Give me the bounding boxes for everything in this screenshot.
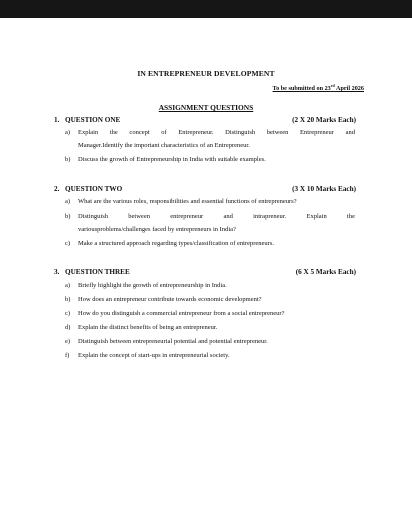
item-text: Discuss the growth of Entrepreneurship in India with suitable examples. [78, 156, 266, 163]
item-letter: b) [65, 213, 71, 220]
item-letter: b) [65, 156, 71, 163]
question-number: 2. [54, 185, 60, 193]
item-letter: c) [65, 240, 71, 247]
item-text: Distinguish between entrepreneurial potential and potential entrepreneur. [78, 338, 268, 345]
item-text: Explain the distinct benefits of being an entrepreneur. [78, 324, 218, 331]
submission-deadline-suffix: April 2026 [334, 85, 364, 92]
item-text-line-2: variousproblems/challenges faced by entrepreneurs in India? [78, 225, 236, 233]
item-letter: b) [65, 296, 71, 303]
question-two-item-b [65, 211, 355, 236]
question-title: QUESTION THREE [65, 268, 130, 276]
item-letter: e) [65, 338, 71, 345]
item-text-line-2: Manager.Identify the important characteristics of an Entrepreneur. [78, 141, 250, 149]
item-text-line-1: Explain the concept of Entrepreneur. Distinguish between Entrepreneur and [78, 129, 355, 136]
question-one-item-b [65, 154, 355, 167]
item-letter: d) [65, 324, 71, 331]
question-three-item-d [65, 322, 355, 335]
item-letter: a) [65, 129, 71, 136]
submission-deadline-prefix: To be submitted on 23 [272, 85, 331, 92]
item-text: What are the various roles, responsibilities and essential functions of entrepreneurs? [78, 198, 297, 205]
question-three-item-b [65, 294, 355, 307]
question-two-item-c [65, 238, 355, 251]
question-three-item-a [65, 280, 355, 293]
question-title: QUESTION ONE [65, 116, 121, 124]
item-letter: c) [65, 310, 71, 317]
question-marks: (3 X 10 Marks Each) [292, 185, 356, 193]
item-text: Make a structured approach regarding types/classification of entrepreneurs. [78, 240, 275, 247]
item-text-line-1: Distinguish between entrepreneur and intrapreneur. Explain the [78, 213, 355, 220]
item-text: How do you distinguish a commercial entrepreneur from a social entrepreneur? [78, 310, 285, 317]
item-text: Briefly highlight the growth of entrepreneurship in India. [78, 282, 227, 289]
submission-deadline [273, 83, 364, 92]
item-letter: f) [65, 352, 70, 359]
question-three-item-f [65, 350, 355, 363]
question-number: 1. [54, 116, 60, 124]
item-text: Explain the concept of start-ups in entrepreneurial society. [78, 352, 230, 359]
item-text: How does an entrepreneur contribute towards economic development? [78, 296, 262, 303]
question-marks: (6 X 5 Marks Each) [295, 268, 356, 276]
item-letter: a) [65, 282, 71, 289]
question-number: 3. [54, 268, 60, 276]
question-one-item-a [65, 127, 355, 152]
question-marks: (2 X 20 Marks Each) [292, 116, 356, 124]
section-heading: ASSIGNMENT QUESTIONS [158, 103, 254, 112]
question-title: QUESTION TWO [65, 185, 123, 193]
question-two-item-a [65, 196, 355, 209]
submission-deadline-superscript: rd [330, 83, 335, 88]
question-three-item-c [65, 308, 355, 321]
question-three-item-e [65, 336, 355, 349]
document-title: IN ENTREPRENEUR DEVELOPMENT [137, 69, 275, 78]
top-dark-bar [0, 0, 412, 18]
item-letter: a) [65, 198, 71, 205]
